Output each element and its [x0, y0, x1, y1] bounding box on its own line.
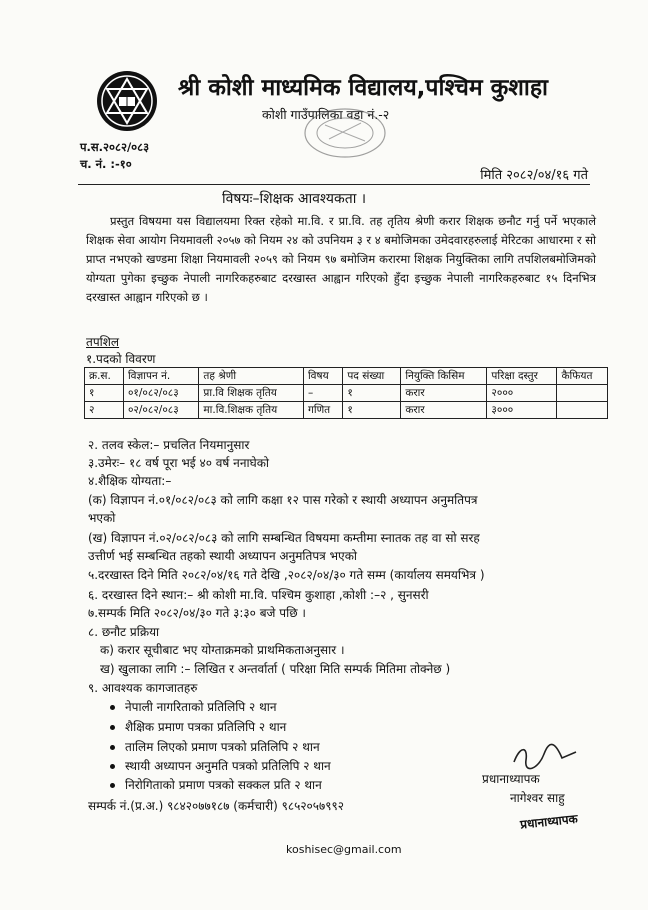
document-item: नेपाली नागरिताको प्रतिलिपि २ थान — [125, 700, 277, 714]
table-cell: १ — [343, 402, 401, 419]
table-cell: १ — [85, 385, 124, 402]
selection-b: ख) खुलाका लागि :– लिखित र अन्तर्वार्ता ( परिक्षा मिति सम्पर्क मितिमा तोक्नेछ ) — [100, 662, 451, 676]
office-seal — [295, 103, 395, 163]
signature-title: प्रधानाध्यापक — [482, 772, 540, 786]
application-dates: ५.दरखास्त दिने मिति २०८२/०४/१६ गते देखि ,२०८२/०४/३० गते सम्म (कार्यालय समयभित्र ) — [88, 568, 485, 582]
table-header: क्र.स. — [85, 368, 124, 385]
application-place: ६. दरखास्त दिने स्थान:– श्री कोशी मा.वि. पश्चिम कुशाहा ,कोशी :–२ , सुनसरी — [88, 588, 429, 602]
qualification-a-line1: (क) विज्ञापन नं.०१/०८२/०८३ को लागि कक्षा १२ पास गरेको र स्थायी अध्यापन अनुमतिपत्र — [88, 493, 478, 507]
bullet-icon — [110, 764, 115, 769]
contact-date: ७.सम्पर्क मिति २०८२/०४/३० गते ३:३० बजे पछि । — [88, 606, 306, 620]
subject-line: विषयः–शिक्षक आवश्यकता । — [222, 191, 367, 207]
document-item: स्थायी अध्यापन अनुमति पत्रको प्रतिलिपि २ थान — [125, 759, 331, 773]
table-header: नियुक्ति किसिम — [401, 368, 487, 385]
bullet-icon — [110, 745, 115, 750]
details-heading: तपशिल — [86, 335, 120, 349]
table-cell — [557, 402, 608, 419]
list-item — [110, 718, 286, 735]
document-item: तालिम लिएको प्रमाण पत्रको प्रतिलिपि २ थान — [125, 740, 320, 754]
selection-heading: ८. छनौट प्रक्रिया — [88, 625, 160, 639]
document-item: शैक्षिक प्रमाण पत्रका प्रतिलिपि २ थान — [125, 720, 287, 734]
selection-a: क) करार सूचीबाट भए योग्ताक्रमको प्राथमिकताअनुसार । — [100, 643, 345, 657]
post-table — [84, 367, 608, 419]
post-heading: १.पदको विवरण — [86, 352, 156, 366]
qualification-b-line1: (ख) विज्ञापन नं.०२/०८२/०८३ को लागि सम्बन्धित विषयमा कम्तीमा स्नातक तह वा सो सरह — [88, 531, 480, 545]
table-cell: गणित — [303, 402, 342, 419]
table-cell: करार — [401, 402, 487, 419]
table-header: विषय — [303, 368, 342, 385]
table-cell: करार — [401, 385, 487, 402]
table-cell: २००० — [487, 385, 557, 402]
document-item: निरोगिताको प्रमाण पत्रको सक्कल प्रति २ थान — [125, 778, 322, 792]
salary-line: २. तलव स्केल:– प्रचलित नियमानुसार — [88, 438, 250, 452]
bullet-icon — [110, 705, 115, 710]
dispatch-number: च. नं. :-१० — [80, 157, 132, 171]
list-item — [110, 698, 277, 715]
table-header: तह श्रेणी — [199, 368, 304, 385]
table-cell: प्रा.वि शिक्षक तृतिय — [199, 385, 304, 402]
qualification-b-line2: उत्तीर्ण भई सम्बन्धित तहको स्थायी अध्यापन अनुमतिपत्र भएको — [88, 549, 358, 563]
list-item — [110, 776, 322, 793]
table-cell: ०१/०८२/०८३ — [123, 385, 198, 402]
table-cell: २ — [85, 402, 124, 419]
table-header: परिक्षा दस्तुर — [487, 368, 557, 385]
bullet-icon — [110, 725, 115, 730]
table-header: पद संख्या — [343, 368, 401, 385]
age-line: ३.उमेरः– १८ वर्ष पूरा भई ४० वर्ष ननाघेको — [88, 456, 270, 470]
table-row — [85, 385, 608, 402]
handwritten-signature — [510, 740, 580, 774]
letter-date: मिति २०८२/०४/१६ गते — [480, 168, 588, 183]
table-header: विज्ञापन नं. — [123, 368, 198, 385]
list-item — [110, 738, 320, 755]
reference-number: प.स.२०८२/०८३ — [80, 140, 150, 154]
table-header-row — [85, 368, 608, 385]
signature-name: नागेश्वर साहु — [510, 791, 565, 805]
documents-heading: ९. आवश्यक कागजातहरु — [88, 681, 198, 695]
school-email: koshisec@gmail.com — [286, 843, 402, 856]
qualification-heading: ४.शैक्षिक योग्यता:– — [88, 474, 172, 488]
school-address: कोशी गाउँपालिका वडा नं.-२ — [262, 107, 390, 122]
table-cell: ३००० — [487, 402, 557, 419]
school-logo — [96, 70, 158, 132]
list-item — [110, 757, 331, 774]
table-cell: ०२/०८२/०८३ — [123, 402, 198, 419]
principal-stamp — [520, 812, 590, 846]
body-text: प्रस्तुत विषयमा यस विद्यालयमा रिक्त रहेको मा.वि. र प्रा.वि. तह तृतिय श्रेणी करार शिक्षक छनौट गर्नु पर्ने भएकाले शिक्षक सेवा आयोग नियमावली २०५७ को नियम २४ को उपनियम ३ र ४ बमोजिमका उमेदवारहरुलाई मेरिटका आधारमा र सो प्राप्त नभएको खण्डमा शिक्षा नियमावली २०५९ को नियम ९७ बमोजिम करारमा शिक्षक नियुक्तिका लागि तपशिलबमोजिमको योग्यता पुगेका इच्छुक नेपाली नागरिकहरुबाट दरखास्त आह्वान गरिएको हुँदा इच्छुक नेपाली नागरिकहरुबाट १५ दिनभित्र दरखास्त आह्वान गरिएको छ । — [86, 214, 596, 304]
bullet-icon — [110, 783, 115, 788]
table-cell — [557, 385, 608, 402]
body-paragraph — [86, 212, 596, 307]
table-header: कैफियत — [557, 368, 608, 385]
school-name: श्री कोशी माध्यमिक विद्यालय,पश्चिम कुशाहा — [178, 75, 549, 101]
divider-line — [78, 184, 590, 185]
table-cell: मा.वि.शिक्षक तृतिय — [199, 402, 304, 419]
table-cell: – — [303, 385, 342, 402]
table-row — [85, 402, 608, 419]
qualification-a-line2: भएको — [88, 511, 116, 525]
stamp-text: प्रधानाध्यापक — [519, 811, 579, 832]
table-cell: १ — [343, 385, 401, 402]
contact-numbers: सम्पर्क नं.(प्र.अ.) ९८४२०७७१८७ (कर्मचारी) ९८५२०५७९९२ — [88, 799, 344, 813]
